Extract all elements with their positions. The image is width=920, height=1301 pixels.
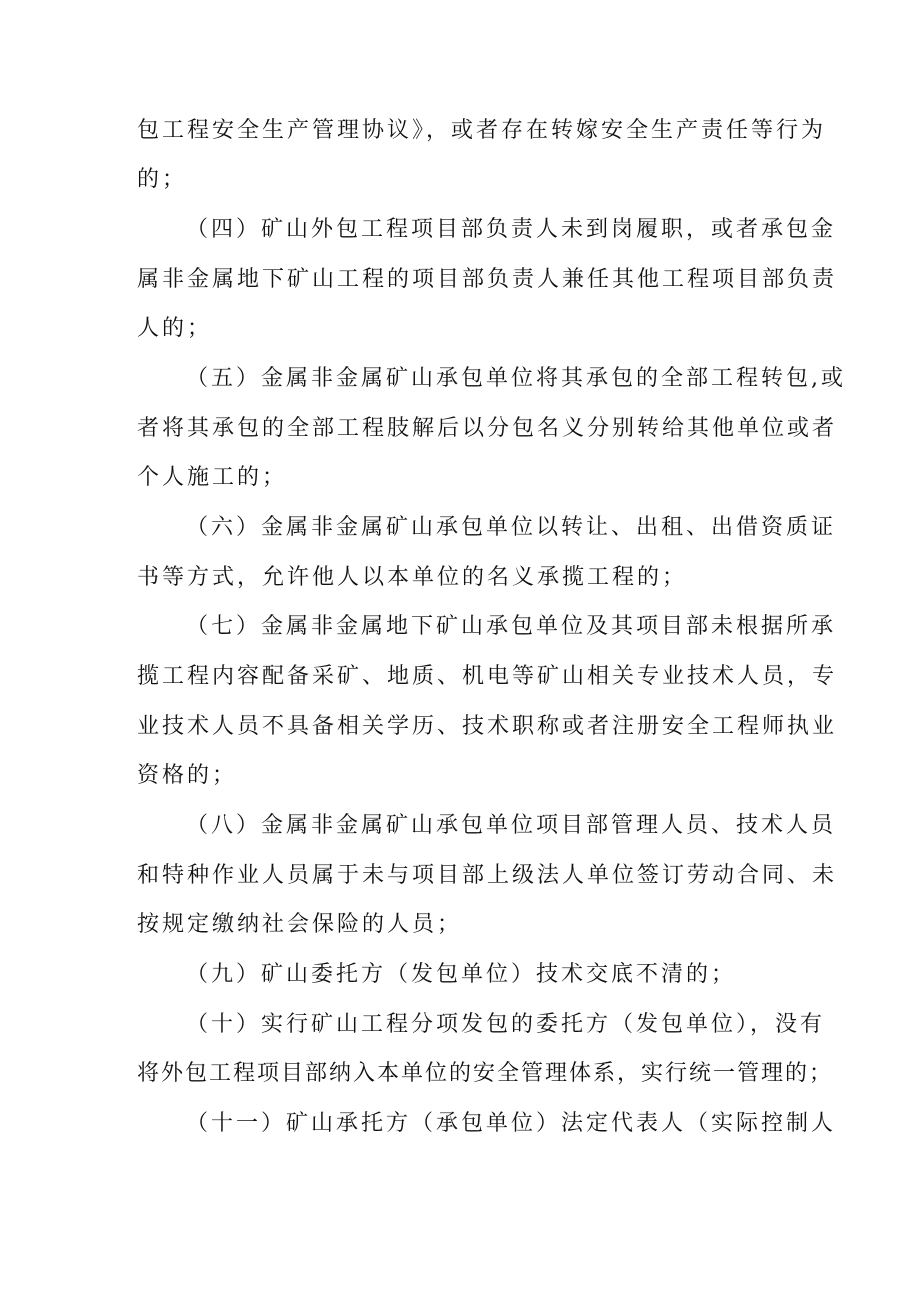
text-line: 者将其承包的全部工程肢解后以分包名义分别转给其他单位或者 [137, 416, 838, 441]
paragraph-6-start: （六）金属非金属矿山承包单位以转让、出租、出借资质证 [186, 515, 837, 540]
paragraph-7-start: （七）金属非金属地下矿山承包单位及其项目部未根据所承 [186, 614, 837, 639]
text-line: 将外包工程项目部纳入本单位的安全管理体系，实行统一管理的； [137, 1061, 834, 1086]
text-line: 书等方式，允许他人以本单位的名义承揽工程的； [137, 565, 688, 590]
text-line: 资格的； [137, 763, 238, 788]
paragraph-9-start: （九）矿山委托方（发包单位）技术交底不清的； [186, 962, 737, 987]
text-line: 个人施工的； [137, 465, 288, 490]
paragraph-5-start: （五）金属非金属矿山承包单位将其承包的全部工程转包,或 [186, 366, 846, 391]
text-line: 人的； [137, 316, 213, 341]
text-line: 属非金属地下矿山工程的项目部负责人兼任其他工程项目部负责 [137, 267, 838, 292]
text-line: 包工程安全生产管理协议》，或者存在转嫁安全生产责任等行为 [137, 118, 827, 143]
text-line: 业技术人员不具备相关学历、技术职称或者注册安全工程师执业 [137, 714, 838, 739]
text-line: 的； [137, 167, 188, 192]
text-line: 和特种作业人员属于未与项目部上级法人单位签订劳动合同、未 [137, 863, 838, 888]
paragraph-4-start: （四）矿山外包工程项目部负责人未到岗履职，或者承包金 [186, 217, 837, 242]
paragraph-8-start: （八）金属非金属矿山承包单位项目部管理人员、技术人员 [186, 813, 837, 838]
paragraph-11-start: （十一）矿山承托方（承包单位）法定代表人（实际控制人 [186, 1111, 837, 1136]
text-line: 按规定缴纳社会保险的人员； [137, 912, 463, 937]
paragraph-10-start: （十）实行矿山工程分项发包的委托方（发包单位），没有 [186, 1012, 826, 1037]
text-line: 揽工程内容配备采矿、地质、机电等矿山相关专业技术人员，专 [137, 664, 838, 689]
